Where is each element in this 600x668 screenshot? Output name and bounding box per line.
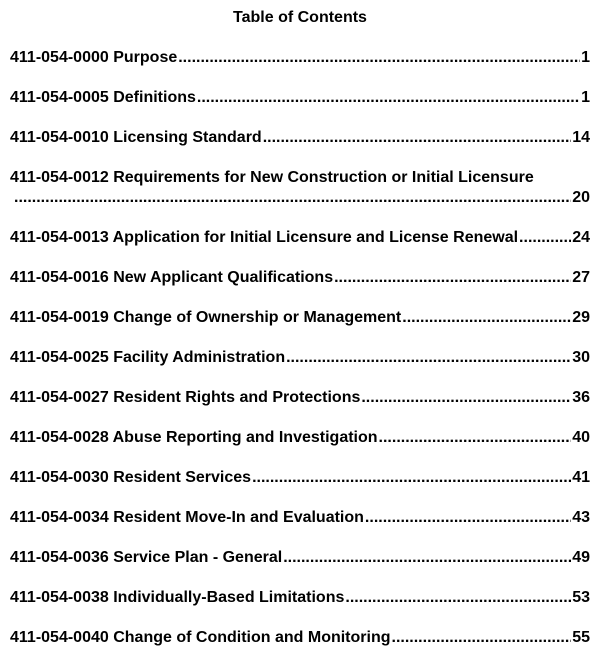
toc-entry-title: Abuse Reporting and Investigation: [112, 429, 378, 446]
toc-entry-title: Change of Ownership or Management: [113, 309, 402, 326]
toc-entry[interactable]: [10, 348, 590, 388]
toc-entry-label: [10, 228, 518, 248]
toc-dot-leader: [392, 628, 572, 648]
toc-dot-leader: [283, 548, 571, 568]
toc-entry[interactable]: [10, 588, 590, 628]
toc-entry[interactable]: [10, 428, 590, 468]
toc-entry-label: [10, 348, 285, 368]
toc-dot-leader: [519, 228, 571, 248]
toc-entry[interactable]: [10, 628, 590, 668]
toc-entry-number: 411-054-0028: [10, 429, 109, 446]
toc-entry-title: Purpose: [113, 49, 178, 66]
toc-entry-page: 43: [572, 509, 590, 526]
toc-dot-leader: [402, 308, 571, 328]
toc-entry-label: [10, 468, 251, 488]
toc-dot-leader: [263, 128, 572, 148]
toc-entry-page: 27: [572, 269, 590, 286]
toc-entry-number: 411-054-0025: [10, 349, 109, 366]
toc-dot-leader: [361, 388, 571, 408]
toc-entry-title: Resident Move-In and Evaluation: [113, 509, 364, 526]
toc-entry-number: 411-054-0013: [10, 229, 109, 246]
toc-dot-leader: [197, 88, 580, 108]
toc-entry-label: [10, 588, 344, 608]
toc-entry-page: 20: [572, 189, 590, 206]
toc-dot-leader: [286, 348, 571, 368]
toc-entry-page: 53: [572, 589, 590, 606]
toc-entry-title: Application for Initial Licensure and License Renewal: [112, 229, 519, 246]
toc-entry-number: 411-054-0034: [10, 509, 109, 526]
toc-entry-number: 411-054-0012: [10, 169, 109, 186]
toc-entry-title: Licensing Standard: [113, 129, 262, 146]
toc-entry-title: New Applicant Qualifications: [113, 269, 334, 286]
toc-dot-leader: [252, 468, 571, 488]
toc-dot-leader: [14, 188, 571, 208]
toc-entry-page: 29: [572, 309, 590, 326]
toc-entry-number: 411-054-0036: [10, 549, 109, 566]
toc-entry-page: 30: [572, 349, 590, 366]
toc-entry-title: Definitions: [113, 89, 196, 106]
toc-entry-title: Resident Services: [113, 469, 252, 486]
toc-entry-label: [10, 428, 378, 448]
toc-dot-leader: [365, 508, 571, 528]
toc-entry-page: 36: [572, 389, 590, 406]
toc-dot-leader: [345, 588, 571, 608]
toc-entry-number: 411-054-0019: [10, 309, 109, 326]
toc-entry-label: [10, 169, 534, 186]
toc-entry-number: 411-054-0038: [10, 589, 109, 606]
toc-entry-number: 411-054-0030: [10, 469, 109, 486]
toc-entry-page: 40: [572, 429, 590, 446]
toc-dot-leader: [379, 428, 572, 448]
toc-entry[interactable]: [10, 388, 590, 428]
toc-entry-page: 1: [581, 89, 590, 106]
toc-entry-page: 14: [572, 129, 590, 146]
toc-entry[interactable]: [10, 228, 590, 268]
toc-entry-label: [10, 48, 177, 68]
toc-dot-leader: [334, 268, 571, 288]
toc-entry[interactable]: [10, 548, 590, 588]
toc-entry-label: [10, 268, 333, 288]
page-title: Table of Contents: [233, 9, 367, 26]
toc-entry-label: [10, 388, 360, 408]
toc-list: [10, 48, 590, 668]
toc-entry-title: Individually-Based Limitations: [113, 589, 345, 606]
toc-entry-label: [10, 308, 401, 328]
toc-entry-title: Change of Condition and Monitoring: [113, 629, 391, 646]
toc-entry-label: [10, 548, 282, 568]
toc-entry-label: [10, 628, 391, 648]
toc-entry-number: 411-054-0027: [10, 389, 109, 406]
toc-entry-title: Service Plan - General: [113, 549, 283, 566]
toc-entry[interactable]: [10, 308, 590, 348]
toc-entry-page: 49: [572, 549, 590, 566]
toc-dot-leader: [178, 48, 580, 68]
toc-entry[interactable]: [10, 48, 590, 88]
toc-entry-label: [10, 88, 196, 108]
toc-entry[interactable]: [10, 268, 590, 308]
toc-entry-label: [10, 128, 262, 148]
toc-entry[interactable]: [10, 168, 590, 228]
toc-entry-title: Resident Rights and Protections: [113, 389, 361, 406]
toc-entry-page: 55: [572, 629, 590, 646]
toc-entry-page: 41: [572, 469, 590, 486]
toc-entry-number: 411-054-0010: [10, 129, 109, 146]
toc-entry-number: 411-054-0040: [10, 629, 109, 646]
toc-entry-number: 411-054-0000: [10, 49, 109, 66]
toc-entry[interactable]: [10, 128, 590, 168]
toc-entry-title: Facility Administration: [113, 349, 286, 366]
toc-entry-number: 411-054-0005: [10, 89, 109, 106]
toc-entry[interactable]: [10, 88, 590, 128]
toc-entry-label: [10, 508, 364, 528]
toc-entry-page: 1: [581, 49, 590, 66]
toc-entry[interactable]: [10, 508, 590, 548]
toc-entry-number: 411-054-0016: [10, 269, 109, 286]
toc-entry-page: 24: [572, 229, 590, 246]
toc-entry-title: Requirements for New Construction or Initial Licensure: [113, 169, 534, 186]
toc-entry[interactable]: [10, 468, 590, 508]
